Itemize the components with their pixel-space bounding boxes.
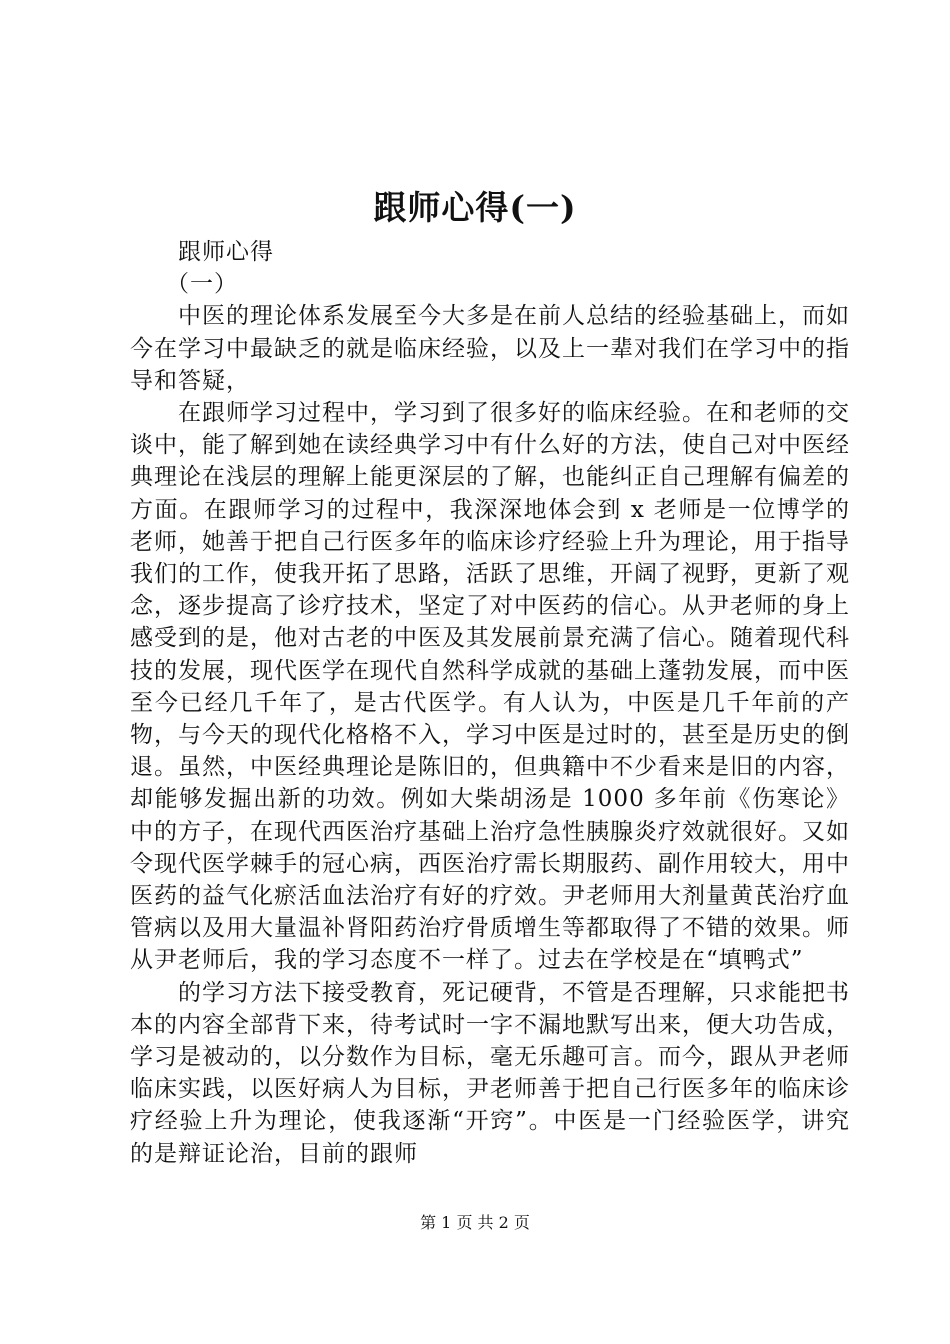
- document-body: [130, 236, 850, 1170]
- paragraph-2: 在跟师学习过程中，学习到了很多好的临床经验。在和老师的交谈中，能了解到她在读经典学习中有什么好的方法，使自己对中医经典理论在浅层的理解上能更深层的了解，也能纠正自己理解有偏差的方面。在跟师学习的过程中，我深深地体会到 x 老师是一位博学的老师，她善于把自己行医多年的临床诊疗经验上升为理论，用于指导我们的工作，使我开拓了思路，活跃了思维，开阔了视野，更新了观念，逐步提高了诊疗技术，坚定了对中医药的信心。从尹老师的身上感受到的是，他对古老的中医及其发展前景充满了信心。随着现代科技的发展，现代医学在现代自然科学成就的基础上蓬勃发展，而中医至今已经几千年了，是古代医学。有人认为，中医是几千年前的产物，与今天的现代化格格不入，学习中医是过时的，甚至是历史的倒退。虽然，中医经典理论是陈旧的，但典籍中不少看来是旧的内容，却能够发掘出新的功效。例如大柴胡汤是 1000 多年前《伤寒论》中的方子，在现代西医治疗基础上治疗急性胰腺炎疗效就很好。又如令现代医学棘手的冠心病，西医治疗需长期服药、副作用较大，用中医药的益气化瘀活血法治疗有好的疗效。尹老师用大剂量黄芪治疗血管病以及用大量温补肾阳药治疗骨质增生等都取得了不错的效果。师从尹老师后，我的学习态度不一样了。过去在学校是在“填鸭式”: [130, 400, 850, 974]
- paragraph-3: 的学习方法下接受教育，死记硬背，不管是否理解，只求能把书本的内容全部背下来，待考试时一字不漏地默写出来，便大功告成，学习是被动的，以分数作为目标，毫无乐趣可言。而今，跟从尹老师临床实践，以医好病人为目标，尹老师善于把自己行医多年的临床诊疗经验上升为理论，使我逐渐“开窍”。中医是一门经验医学，讲究的是辩证论治，目前的跟师: [130, 979, 850, 1167]
- section-marker: （一）: [166, 271, 238, 298]
- page-footer: 第 1 页 共 2 页: [420, 1213, 530, 1232]
- subtitle: 跟师心得: [178, 239, 274, 265]
- document-title: 跟师心得(一): [373, 188, 577, 227]
- paragraph-1: 中医的理论体系发展至今大多是在前人总结的经验基础上，而如今在学习中最缺乏的就是临床经验，以及上一辈对我们在学习中的指导和答疑，: [130, 303, 850, 394]
